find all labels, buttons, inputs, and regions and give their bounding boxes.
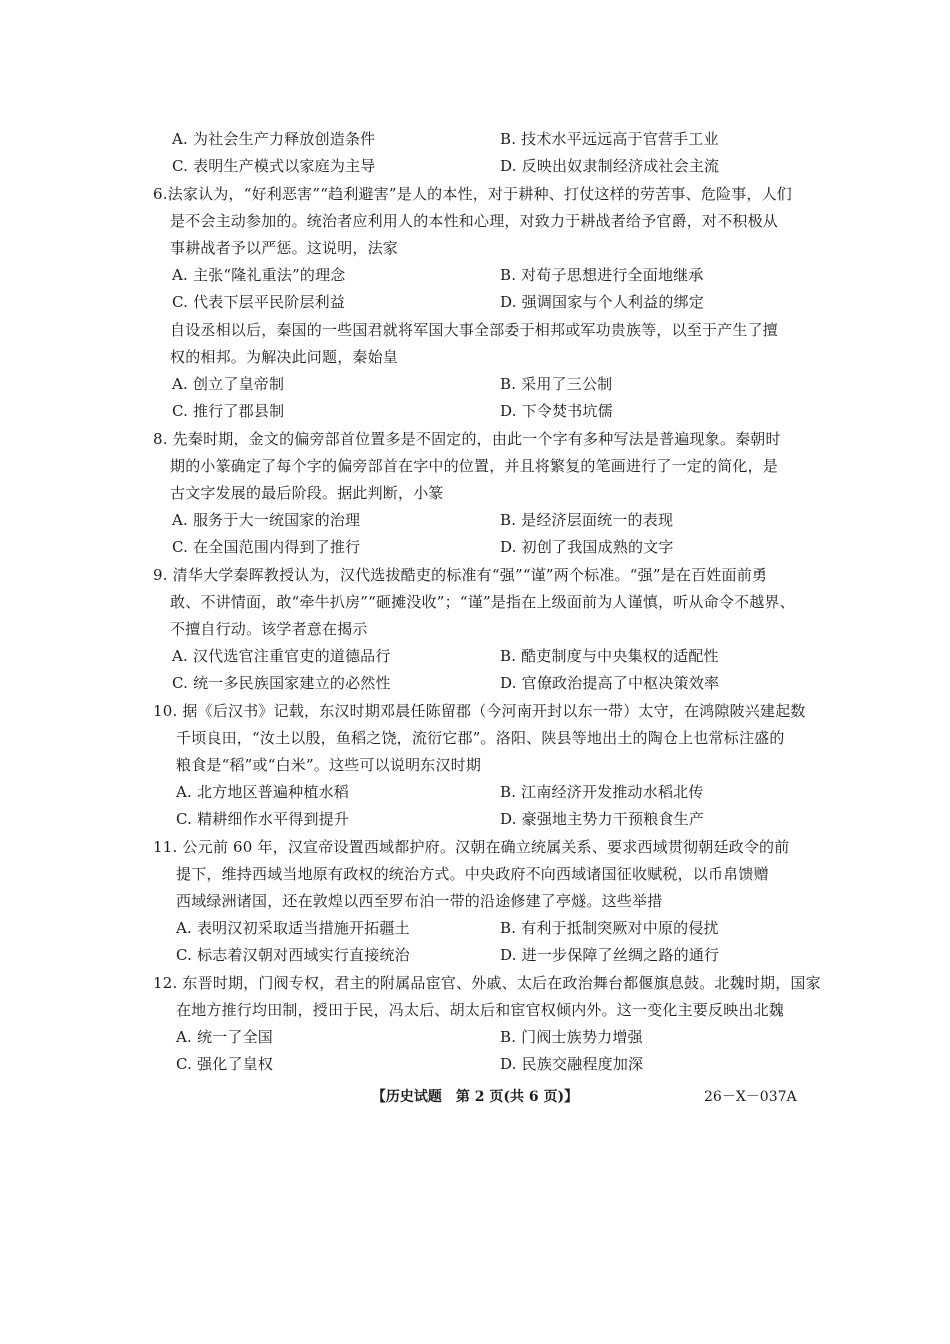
q7-option-a: A. 创立了皇帝制 bbox=[172, 375, 285, 393]
q6-stem-line: 事耕战者予以严惩。这说明，法家 bbox=[170, 239, 399, 257]
q5-option-a: A. 为社会生产力释放创造条件 bbox=[172, 130, 376, 148]
q6-option-a: A. 主张“隆礼重法”的理念 bbox=[172, 266, 346, 284]
q10-stem-line: 粮食是“稻”或“白米”。这些可以说明东汉时期 bbox=[176, 756, 482, 774]
q10-option-b: B. 江南经济开发推动水稻北传 bbox=[500, 783, 704, 801]
q8-option-a: A. 服务于大一统国家的治理 bbox=[172, 511, 361, 529]
q11-stem-line: 西域绿洲诸国，还在敦煌以西至罗布泊一带的沿途修建了亭燧。这些举措 bbox=[176, 892, 663, 910]
q7-stem-line: 权的相邦。为解决此问题，秦始皇 bbox=[170, 348, 399, 366]
q5-option-b: B. 技术水平远远高于官营手工业 bbox=[500, 130, 719, 148]
q6-stem-line: 是不会主动参加的。统治者应利用人的本性和心理，对致力于耕战者给予官爵，对不积极从 bbox=[170, 212, 779, 230]
q12-option-c: C. 强化了皇权 bbox=[176, 1055, 274, 1073]
q10-option-c: C. 精耕细作水平得到提升 bbox=[176, 810, 350, 828]
q7-option-d: D. 下令焚书坑儒 bbox=[500, 402, 613, 420]
q8-stem-line: 古文字发展的最后阶段。据此判断，小篆 bbox=[170, 484, 444, 502]
q11-option-a: A. 表明汉初采取适当措施开拓疆土 bbox=[176, 919, 410, 937]
q12-option-b: B. 门阀士族势力增强 bbox=[500, 1028, 643, 1046]
q8-stem-line: 期的小篆确定了每个字的偏旁部首在字中的位置，并且将繁复的笔画进行了一定的简化，是 bbox=[170, 457, 779, 475]
q11-stem-line: 提下，维持西域当地原有政权的统治方式。中央政府不向西域诸国征收赋税，以币帛馈赠 bbox=[176, 865, 769, 883]
q12-stem-line: 在地方推行均田制，授田于民，冯太后、胡太后和宦官权倾内外。这一变化主要反映出北魏 bbox=[176, 1001, 785, 1019]
q7-option-c: C. 推行了郡县制 bbox=[172, 402, 285, 420]
q9-option-b: B. 酷吏制度与中央集权的适配性 bbox=[500, 647, 719, 665]
q12-stem-line: 12. 东晋时期，门阀专权，君主的附属品宦官、外戚、太后在政治舞台都偃旗息鼓。北魏时期，国家 bbox=[153, 974, 821, 992]
q8-option-d: D. 初创了我国成熟的文字 bbox=[500, 538, 674, 556]
q8-option-c: C. 在全国范围内得到了推行 bbox=[172, 538, 361, 556]
q8-option-b: B. 是经济层面统一的表现 bbox=[500, 511, 674, 529]
q6-option-b: B. 对荀子思想进行全面地继承 bbox=[500, 266, 704, 284]
q12-option-a: A. 统一了全国 bbox=[176, 1028, 273, 1046]
q11-stem-line: 11. 公元前 60 年，汉宣帝设置西域都护府。汉朝在确立统属关系、要求西域贯彻朝廷政令的前 bbox=[153, 838, 790, 856]
q10-option-d: D. 豪强地主势力干预粮食生产 bbox=[500, 810, 705, 828]
q10-option-a: A. 北方地区普遍种植水稻 bbox=[176, 783, 349, 801]
q5-option-c: C. 表明生产模式以家庭为主导 bbox=[172, 157, 376, 175]
q11-option-b: B. 有利于抵制突厥对中原的侵扰 bbox=[500, 919, 719, 937]
q9-option-c: C. 统一多民族国家建立的必然性 bbox=[172, 674, 391, 692]
q9-option-d: D. 官僚政治提高了中枢决策效率 bbox=[500, 674, 720, 692]
q9-stem-line: 9. 清华大学秦晖教授认为，汉代选拔酷吏的标准有“强”“谨”两个标准。“强”是在百姓面前勇 bbox=[153, 566, 768, 584]
q12-option-d: D. 民族交融程度加深 bbox=[500, 1055, 644, 1073]
q11-option-d: D. 进一步保障了丝绸之路的通行 bbox=[500, 946, 720, 964]
q8-stem-line: 8. 先秦时期，金文的偏旁部首位置多是不固定的，由此一个字有多种写法是普遍现象。秦朝时 bbox=[153, 430, 781, 448]
q7-option-b: B. 采用了三公制 bbox=[500, 375, 613, 393]
q6-option-c: C. 代表下层平民阶层利益 bbox=[172, 293, 346, 311]
q9-option-a: A. 汉代选官注重官吏的道德品行 bbox=[172, 647, 391, 665]
q10-stem-line: 10. 据《后汉书》记载，东汉时期邓晨任陈留郡（今河南开封以东一带）太守，在鸿隙陂兴建起数 bbox=[153, 702, 806, 720]
q10-stem-line: 千顷良田，“汝土以殷，鱼稻之饶，流衍它郡”。洛阳、陕县等地出土的陶仓上也常标注盛的 bbox=[176, 729, 785, 747]
paper-code: 26－X－037A bbox=[704, 1089, 797, 1105]
q11-option-c: C. 标志着汉朝对西域实行直接统治 bbox=[176, 946, 410, 964]
q6-stem-line: 6.法家认为，“好利恶害”“趋利避害”是人的本性，对于耕种、打仗这样的劳苦事、危险事，人们 bbox=[153, 185, 792, 203]
q6-option-d: D. 强调国家与个人利益的绑定 bbox=[500, 293, 705, 311]
page-footer-title: 【历史试题 第 2 页(共 6 页)】 bbox=[371, 1089, 579, 1105]
q5-option-d: D. 反映出奴隶制经济成社会主流 bbox=[500, 157, 720, 175]
q9-stem-line: 不擅自行动。该学者意在揭示 bbox=[170, 620, 368, 638]
q9-stem-line: 敢、不讲情面，敢“牵牛扒房”“砸摊没收”；“谨”是指在上级面前为人谨慎，听从命令不越界、 bbox=[170, 593, 795, 611]
q7-stem-line: 自设丞相以后，秦国的一些国君就将军国大事全部委于相邦或军功贵族等，以至于产生了擅 bbox=[170, 321, 779, 339]
